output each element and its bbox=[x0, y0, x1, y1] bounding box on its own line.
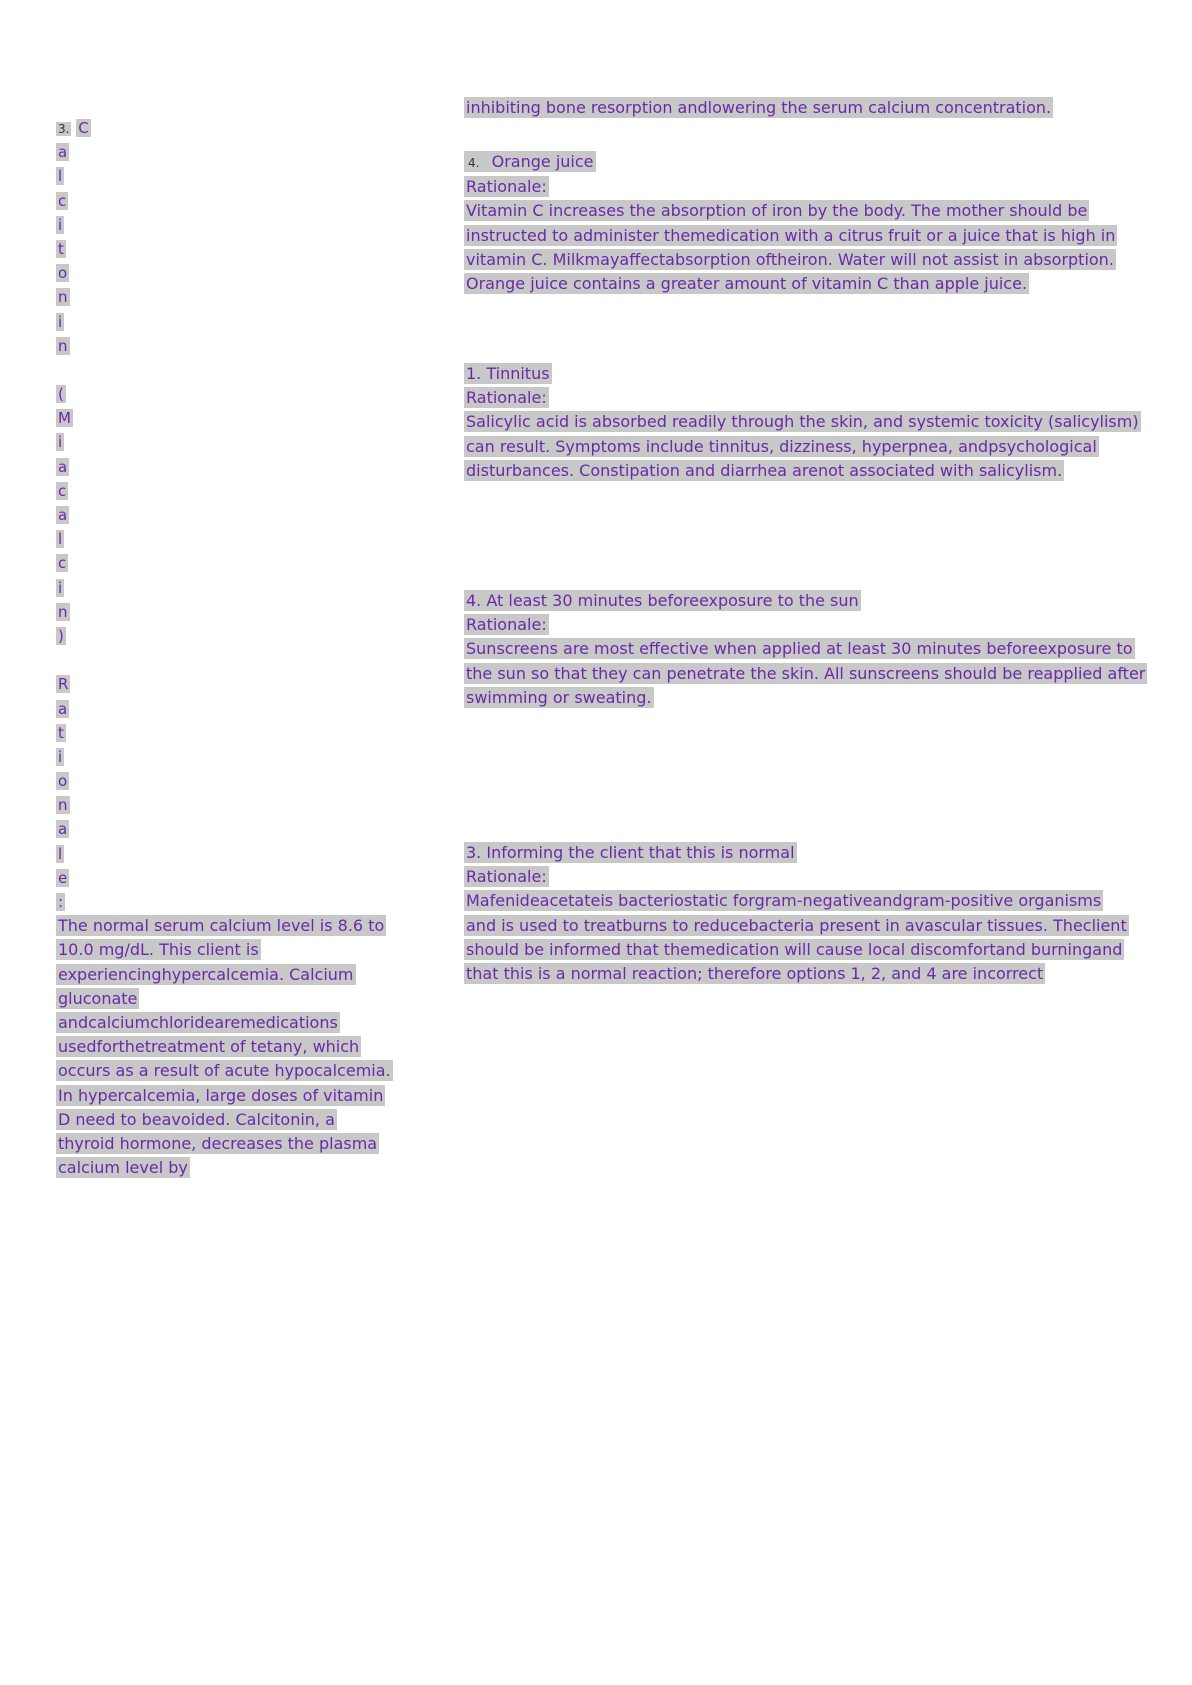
text-line-content: Orange juice contains a greater amount of vitamin C than apple juice. bbox=[466, 274, 1028, 294]
vertical-letter: n bbox=[58, 796, 68, 815]
vertical-letter-row bbox=[56, 721, 396, 745]
text-line-content: that this is a normal reaction; therefore options 1, 2, and 4 are incorrect bbox=[466, 964, 1044, 984]
vertical-answer-text bbox=[56, 116, 396, 914]
vertical-letter: a bbox=[58, 699, 68, 718]
vertical-letter-row bbox=[56, 382, 396, 406]
vertical-letter-row bbox=[56, 769, 396, 793]
vertical-letter-row bbox=[56, 116, 396, 140]
vertical-letter: o bbox=[58, 772, 68, 791]
answer-line bbox=[464, 589, 1140, 613]
text-line bbox=[464, 962, 1140, 986]
vertical-letter: i bbox=[58, 578, 63, 597]
vertical-letter bbox=[56, 651, 60, 669]
vertical-letter: c bbox=[58, 554, 67, 573]
vertical-letter-row bbox=[56, 576, 396, 600]
vertical-letter-row bbox=[56, 213, 396, 237]
vertical-letter: ( bbox=[58, 385, 64, 404]
vertical-letter-row bbox=[56, 551, 396, 575]
text-line bbox=[464, 914, 1140, 938]
vertical-letter: n bbox=[58, 602, 68, 621]
rationale-label: Rationale: bbox=[466, 615, 547, 635]
text-line-content: and is used to treatburns to reducebacteria present in avascular tissues. Theclient bbox=[466, 915, 1127, 935]
left-rationale-text: The normal serum calcium level is 8.6 to 10.0 mg/dL. This client is experiencinghypercalcemia. Calcium gluconate andcalciumchloridearemedications usedforthetreatment of tetany, which occurs as a result of acute hypocalcemia. In hypercalcemia, large doses of vitamin D need to beavoided. Calcitonin, a thyroid hormone, decreases the plasma calcium level by bbox=[58, 916, 391, 1178]
vertical-letter: R bbox=[58, 675, 69, 694]
answer-line bbox=[464, 841, 1140, 865]
vertical-letter-row bbox=[56, 334, 396, 358]
text-line bbox=[464, 637, 1140, 661]
rationale-label: Rationale: bbox=[466, 867, 547, 887]
text-line-content: instructed to administer themedication with a citrus fruit or a juice that is high in bbox=[466, 225, 1116, 245]
rationale-label: Rationale: bbox=[466, 388, 547, 408]
vertical-letter: : bbox=[58, 893, 64, 911]
answer-line bbox=[464, 362, 1140, 386]
item-number: 3. bbox=[58, 122, 70, 136]
text-line bbox=[464, 662, 1146, 686]
vertical-letter-row bbox=[56, 358, 396, 382]
vertical-letter-row bbox=[56, 430, 396, 454]
text-line-content: the sun so that they can penetrate the skin. All sunscreens should be reapplied after bbox=[466, 663, 1146, 683]
vertical-letter: o bbox=[58, 264, 68, 283]
vertical-letter-row bbox=[56, 406, 396, 430]
answer-block-mafenide bbox=[464, 841, 1140, 986]
text-line-content: Salicylic acid is absorbed readily through the skin, and systemic toxicity (salicylism) bbox=[466, 412, 1139, 432]
answer-block-sunscreen bbox=[464, 589, 1146, 710]
vertical-letter-row bbox=[56, 672, 396, 696]
vertical-letter-row bbox=[56, 745, 396, 769]
vertical-letter: i bbox=[58, 433, 63, 452]
vertical-letter-row bbox=[56, 237, 396, 261]
vertical-letter-row bbox=[56, 189, 396, 213]
vertical-letter: i bbox=[58, 747, 63, 766]
vertical-letter-row bbox=[56, 140, 396, 164]
vertical-letter-row bbox=[56, 164, 396, 188]
text-line-content: vitamin C. Milkmayaffectabsorption oftheiron. Water will not assist in absorption. bbox=[466, 249, 1114, 269]
answer-text: 4. At least 30 minutes beforeexposure to the sun bbox=[466, 591, 859, 610]
rationale-label-line bbox=[464, 613, 1140, 637]
vertical-letter: c bbox=[58, 481, 67, 500]
vertical-letter-row bbox=[56, 261, 396, 285]
vertical-letter: t bbox=[58, 239, 64, 258]
text-line bbox=[464, 248, 1140, 272]
vertical-letter-row bbox=[56, 285, 396, 309]
vertical-letter: i bbox=[58, 215, 63, 234]
text-line bbox=[464, 199, 1140, 223]
rationale-label: Rationale: bbox=[466, 177, 547, 197]
vertical-letter-row bbox=[56, 866, 396, 890]
answer-text: Orange juice bbox=[491, 152, 594, 171]
vertical-letter: l bbox=[58, 167, 63, 186]
vertical-letter: a bbox=[58, 457, 68, 476]
vertical-letter-row bbox=[56, 842, 396, 866]
answer-block-tinnitus bbox=[464, 362, 1140, 483]
vertical-letter-row bbox=[56, 455, 396, 479]
vertical-letter: a bbox=[58, 143, 68, 162]
text-line-content: can result. Symptoms include tinnitus, dizziness, hyperpnea, andpsychological bbox=[466, 436, 1097, 456]
text-line-content: Mafenideacetateis bacteriostatic forgram-negativeandgram-positive organisms bbox=[466, 891, 1102, 911]
left-column bbox=[56, 116, 396, 1180]
text-line bbox=[464, 272, 1140, 296]
text-line bbox=[464, 96, 1140, 120]
text-line-content: swimming or sweating. bbox=[466, 687, 652, 707]
vertical-letter: c bbox=[58, 191, 67, 210]
vertical-letter-row bbox=[56, 310, 396, 334]
text-line-content: should be informed that themedication will cause local discomfortand burningand bbox=[466, 939, 1123, 959]
text-line bbox=[464, 459, 1140, 483]
text-line bbox=[464, 410, 1140, 434]
vertical-letter: a bbox=[58, 506, 68, 524]
vertical-letter: M bbox=[58, 409, 71, 428]
vertical-letter-row bbox=[56, 503, 396, 527]
vertical-letter: l bbox=[58, 844, 63, 863]
vertical-letter: l bbox=[58, 530, 63, 549]
left-rationale-paragraph bbox=[56, 914, 396, 1180]
vertical-letter-row bbox=[56, 817, 396, 841]
text-line bbox=[464, 224, 1140, 248]
vertical-letter: C bbox=[78, 119, 89, 137]
vertical-letter-row bbox=[56, 793, 396, 817]
text-line-content: inhibiting bone resorption andlowering the serum calcium concentration. bbox=[466, 98, 1052, 117]
vertical-letter-row bbox=[56, 648, 396, 672]
answer-text: 1. Tinnitus bbox=[466, 364, 550, 383]
vertical-letter: ) bbox=[58, 626, 64, 645]
vertical-letter-row bbox=[56, 479, 396, 503]
vertical-letter: e bbox=[58, 868, 68, 887]
text-line bbox=[464, 889, 1140, 913]
vertical-letter: i bbox=[58, 312, 63, 331]
text-line-content: disturbances. Constipation and diarrhea arenot associated with salicylism. bbox=[466, 460, 1063, 480]
vertical-letter: a bbox=[58, 820, 68, 839]
rationale-label-line bbox=[464, 175, 1140, 199]
vertical-letter-row bbox=[56, 527, 396, 551]
text-line-content: Vitamin C increases the absorption of iron by the body. The mother should be bbox=[466, 201, 1088, 221]
text-line bbox=[464, 686, 1140, 710]
vertical-letter bbox=[56, 361, 60, 379]
continuation-block bbox=[464, 96, 1140, 120]
vertical-letter-row bbox=[56, 890, 396, 914]
answer-line bbox=[464, 150, 1140, 175]
vertical-letter: t bbox=[58, 723, 64, 742]
vertical-letter-row bbox=[56, 624, 396, 648]
vertical-letter-row bbox=[56, 697, 396, 721]
text-line-content: Sunscreens are most effective when applied at least 30 minutes beforeexposure to bbox=[466, 639, 1133, 659]
rationale-label-line bbox=[464, 386, 1140, 410]
answer-block-orange-juice bbox=[464, 150, 1140, 296]
vertical-letter: n bbox=[58, 288, 68, 307]
vertical-letter-row bbox=[56, 600, 396, 624]
answer-text: 3. Informing the client that this is normal bbox=[466, 843, 795, 862]
text-line bbox=[464, 938, 1140, 962]
vertical-letter: n bbox=[58, 336, 68, 355]
text-line bbox=[464, 435, 1140, 459]
rationale-label-line bbox=[464, 865, 1140, 889]
answer-number: 4. bbox=[468, 156, 480, 170]
